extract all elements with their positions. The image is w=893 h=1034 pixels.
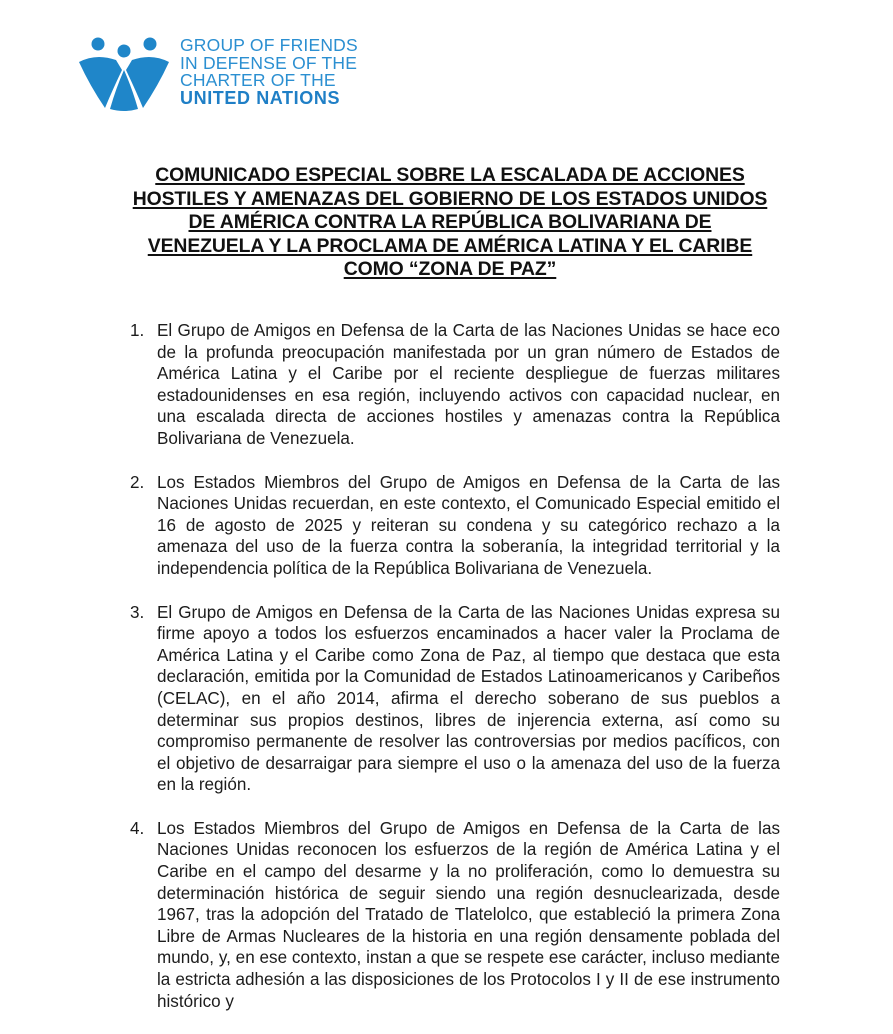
numbered-paragraph-list [130, 320, 780, 1034]
paragraph-item [130, 818, 780, 1012]
paragraph-text: El Grupo de Amigos en Defensa de la Carta de las Naciones Unidas expresa su firme apoyo a todos los esfuerzos encaminados a hacer valer la Proclama de América Latina y el Caribe como Zona de Paz, al tiempo que destaca que esta declaración, emitida por la Comunidad de Estados Latinoamericanos y Caribeños (CELAC), en el año 2014, afirma el derecho soberano de sus pueblos a determinar sus propios destinos, libres de injerencia externa, así como su compromiso permanente de resolver las controversias por medios pacíficos, con el objetivo de desarraigar para siempre el uso o la amenaza del uso de la fuerza en la región. [157, 602, 780, 795]
title-line: HOSTILES Y AMENAZAS DEL GOBIERNO DE LOS ESTADOS UNIDOS [132, 187, 768, 210]
logo-text-line: IN DEFENSE OF THE [180, 52, 358, 73]
paragraph-text: El Grupo de Amigos en Defensa de la Carta de las Naciones Unidas se hace eco de la profunda preocupación manifestada por un gran número de Estados de América Latina y el Caribe por el reciente despliegue de fuerzas militares estadounidenses en esa región, incluyendo activos con capacidad nuclear, en una escalada directa de acciones hostiles y amenazas contra la República Bolivariana de Venezuela. [157, 321, 780, 448]
logo-text-line: GROUP OF FRIENDS [180, 35, 358, 55]
title-line: DE AMÉRICA CONTRA LA REPÚBLICA BOLIVARIANA DE [188, 211, 712, 234]
paragraph-item [130, 602, 780, 796]
document-title [100, 164, 800, 282]
paragraph-item [130, 320, 780, 450]
title-line: VENEZUELA Y LA PROCLAMA DE AMÉRICA LATINA Y EL CARIBE [147, 234, 753, 257]
paragraph-text: Los Estados Miembros del Grupo de Amigos en Defensa de la Carta de las Naciones Unidas reconocen los esfuerzos de la región de América Latina y el Caribe en el campo del desarme y la no proliferación, como lo demuestra su determinación histórica de seguir siendo una región desnuclearizada, desde 1967, tras la adopción del Tratado de Tlatelolco, que estableció la primera Zona Libre de Armas Nucleares de la historia en una región densamente poblada del mundo, y, en ese contexto, instan a que se respete ese carácter, incluso mediante la estricta adhesión a las disposiciones de los Protocolos I y II de ese instrumento histórico y [157, 818, 780, 1011]
paragraph-item [130, 472, 780, 580]
paragraph-number: 3. [130, 602, 145, 622]
paragraph-text: Los Estados Miembros del Grupo de Amigos en Defensa de la Carta de las Naciones Unidas recuerdan, en este contexto, el Comunicado Especial emitido el 16 de agosto de 2025 y reiteran su condena y su categórico rechazo a la amenaza del uso de la fuerza contra la soberanía, la integridad territorial y la independencia política de la República Bolivariana de Venezuela. [157, 472, 780, 578]
organization-logo [78, 36, 358, 112]
paragraph-number: 4. [130, 818, 145, 838]
logo-text-united-nations: UNITED NATIONS [180, 87, 341, 108]
paragraph-number: 2. [130, 472, 145, 492]
logo-text-line: CHARTER OF THE [180, 70, 336, 91]
people-group-icon [78, 36, 170, 112]
title-line: COMUNICADO ESPECIAL SOBRE LA ESCALADA DE ACCIONES [155, 164, 745, 186]
logo-text [180, 37, 358, 107]
title-line: COMO “ZONA DE PAZ” [343, 258, 557, 281]
paragraph-number: 1. [130, 321, 145, 340]
